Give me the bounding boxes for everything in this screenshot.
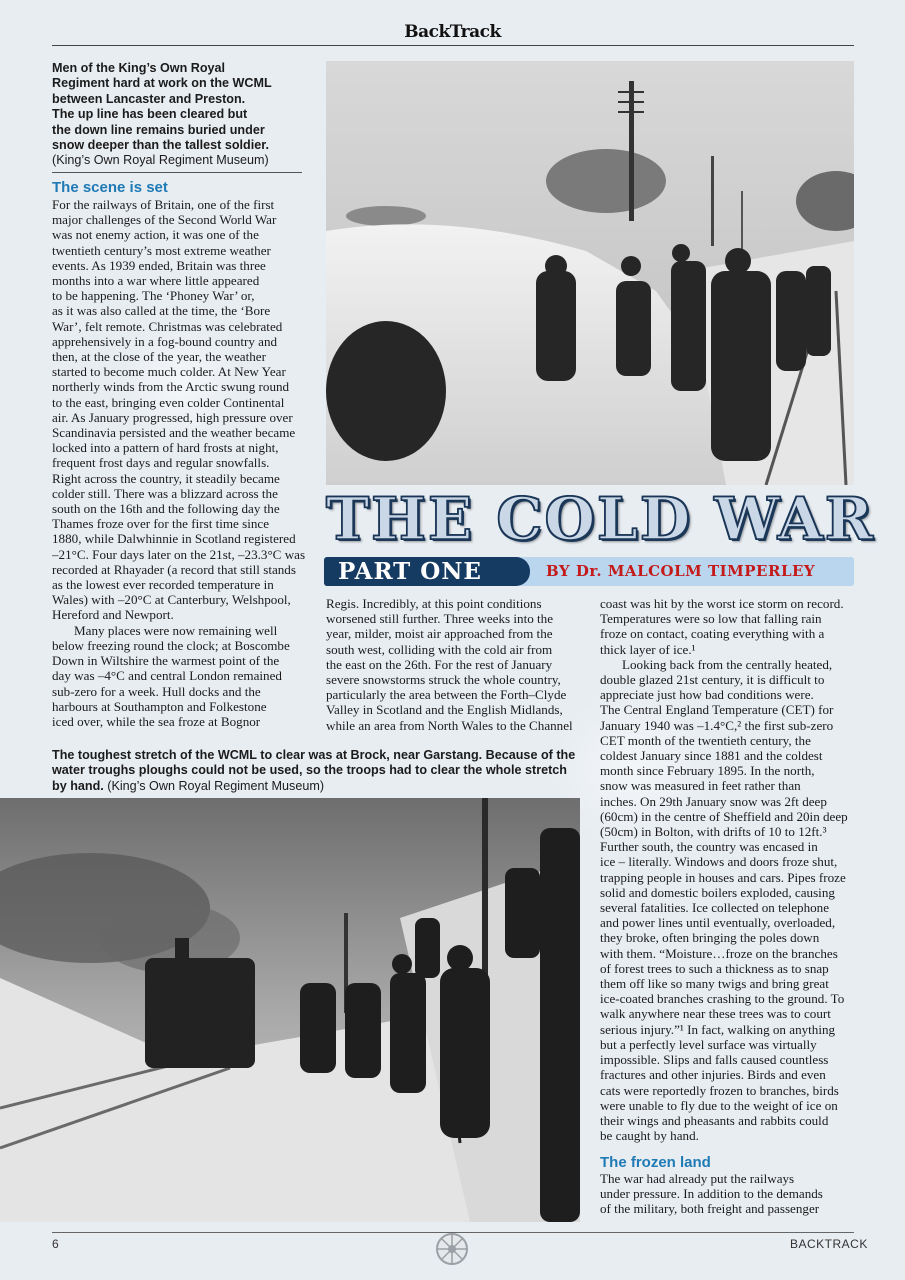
text-line: Further south, the country was encased in [600, 839, 818, 855]
text-line: below freezing round the clock; at Boscombe [52, 637, 290, 653]
caption-line: between Lancaster and Preston. [52, 91, 246, 106]
text-line: they broke, often bringing the poles down [600, 930, 820, 946]
text-line: recorded at Rhayader (a record that still stands [52, 561, 296, 577]
author-byline: BY Dr. MALCOLM TIMPERLEY [546, 562, 816, 580]
text-line: south on the 16th and the following day the [52, 501, 280, 517]
text-line: but a perfectly level surface was virtually [600, 1036, 817, 1052]
text-line: northerly winds from the Arctic swung round [52, 379, 290, 395]
text-line: trapping people in houses and cars. Pipes froze [600, 869, 846, 885]
text-line: Looking back from the centrally heated, [622, 656, 833, 672]
text-line: them off like so many twigs and bring great [600, 976, 829, 992]
caption-line: by hand. (King’s Own Royal Regiment Museum) [52, 778, 325, 793]
text-line: coast was hit by the worst ice storm on record. [600, 596, 844, 611]
text-line: then, at the close of the year, the weather [52, 349, 266, 365]
text-line: sub-zero for a week. Hull docks and the [52, 683, 261, 699]
text-line: impossible. Slips and falls caused countless [600, 1052, 829, 1068]
text-line: be caught by hand. [600, 1128, 699, 1144]
text-line: (50cm) in Bolton, with drifts of 10 to 12ft.³ [600, 824, 827, 840]
text-line: Right across the country, it steadily became [52, 470, 280, 486]
text-line: ice-coated branches crashing to the ground. To [600, 991, 845, 1007]
text-line: serious injury.”¹ In fact, walking on anything [600, 1021, 836, 1037]
text-line: Down in Wiltshire the warmest point of the [52, 653, 280, 669]
header-rule [52, 45, 854, 46]
text-line: 1880, while Dalwhinnie in Scotland registered [52, 531, 296, 547]
caption-line: The toughest stretch of the WCML to clear was at Brock, near Garstang. Because of the [52, 748, 576, 762]
text-line: particularly the area between the Forth–Clyde [326, 687, 567, 703]
text-line: January 1940 was –1.4°C,² the first sub-zero [600, 717, 834, 733]
text-line: iced over, while the sea froze at Bognor [52, 713, 261, 729]
text-line: worsened still further. Three weeks into the [326, 611, 554, 627]
text-line: Many places were now remaining well [74, 622, 278, 638]
masthead: BackTrack [404, 22, 501, 42]
section-heading-frozen-land: The frozen land [600, 1154, 711, 1172]
caption-line: the down line remains buried under [52, 122, 265, 137]
text-line: of forest trees to such a thickness as to snap [600, 960, 829, 976]
text-line: Wales) with –20°C at Canterbury, Welshpool, [52, 592, 291, 608]
text-line: months into a war where little appeared [52, 273, 260, 289]
text-line: to be happening. The ‘Phoney War’ or, [52, 288, 255, 304]
text-line: snow was measured in feet rather than [600, 778, 801, 794]
text-line: twentieth century’s most extreme weather [52, 242, 271, 258]
text-line: cats were reportedly frozen to branches, birds [600, 1082, 839, 1098]
text-line: Hereford and Newport. [52, 607, 174, 623]
text-line: –21°C. Four days later on the 21st, –23.3°C was [52, 546, 306, 562]
caption-line: Men of the King’s Own Royal [52, 61, 226, 75]
text-line: Scandinavia persisted and the weather became [52, 425, 296, 441]
caption-line: snow deeper than the tallest soldier. [52, 138, 269, 153]
text-line: War’, felt remote. Christmas was celebrated [52, 318, 283, 334]
text-line: ice – literally. Windows and doors froze shut, [600, 854, 838, 870]
top-photo-caption [52, 61, 317, 169]
text-line: coldest January since 1881 and the coldest [600, 748, 823, 764]
column-2-text [326, 596, 588, 733]
text-line: frequent frost days and regular snowfalls. [52, 455, 270, 471]
caption-line: The up line has been cleared but [52, 107, 248, 122]
text-line: were unable to fly due to the weight of ice on [600, 1097, 838, 1113]
text-line: (60cm) in the centre of Sheffield and 20in deep [600, 808, 848, 824]
text-line: Temperatures were so low that falling rain [600, 611, 822, 627]
text-line: double glazed 21st century, it is difficult to [600, 672, 825, 688]
column-3-text [600, 596, 862, 1216]
text-line: For the railways of Britain, one of the first [52, 197, 275, 212]
section-heading-scene-is-set: The scene is set [52, 179, 168, 196]
text-line: severe snowstorms struck the whole country, [326, 672, 561, 688]
caption-credit: (King’s Own Royal Regiment Museum) [52, 153, 269, 168]
text-line: events. As 1939 ended, Britain was three [52, 257, 266, 273]
text-line: started to become much colder. At New Year [52, 364, 286, 380]
caption-line: Regiment hard at work on the WCML [52, 76, 272, 91]
bottom-photo-brock-clearing [0, 798, 580, 1222]
column-1-text [52, 197, 314, 729]
text-line: south west, colliding with the cold air from [326, 641, 553, 657]
text-line: appreciate just how bad conditions were. [600, 687, 814, 703]
text-line: was not enemy action, it was one of the [52, 227, 259, 243]
text-line: month since February 1895. In the north, [600, 763, 815, 779]
text-line: their wings and pheasants and rabbits could [600, 1112, 829, 1128]
text-line: Regis. Incredibly, at this point conditions [326, 596, 542, 611]
article-title: THE COLD WAR [326, 485, 875, 553]
text-line: day was –4°C and central London remained [52, 668, 282, 684]
text-line: year, milder, moist air approached from the [326, 626, 553, 642]
footer-brand: BACKTRACK [790, 1237, 868, 1251]
text-line: The Central England Temperature (CET) for [600, 702, 834, 718]
caption-line: water troughs ploughs could not be used, so the troops had to clear the whole stretch [52, 763, 567, 778]
text-line: apprehensively in a fog-bound country and [52, 333, 278, 349]
text-line: and power lines until eventually, overloaded, [600, 915, 836, 931]
text-line: The war had already put the railways [600, 1170, 795, 1186]
text-line: froze on contact, coating everything with a [600, 626, 825, 642]
page-number: 6 [52, 1237, 59, 1251]
text-line: major challenges of the Second World War [52, 212, 277, 228]
text-line: Valley in Scotland and the English Midlands, [326, 702, 563, 718]
text-line: under pressure. In addition to the demands [600, 1185, 823, 1201]
text-line: CET month of the twentieth century, the [600, 732, 811, 748]
text-line: inches. On 29th January snow was 2ft deep [600, 793, 827, 809]
text-line: while an area from North Wales to the Channel [326, 717, 573, 733]
text-line: several fatalities. Ice collected on telephone [600, 900, 830, 916]
caption-rule [52, 172, 302, 173]
text-line: air. As January progressed, high pressure over [52, 409, 293, 425]
text-line: as the lowest ever recorded temperature in [52, 577, 274, 593]
text-line: the east on the 26th. For the rest of January [326, 656, 553, 672]
text-line: of the military, both freight and passenger [600, 1200, 820, 1216]
text-line: colder still. There was a blizzard across the [52, 485, 278, 501]
wheel-logo-icon [435, 1232, 469, 1266]
text-line: solid and domestic boilers exploded, causing [600, 884, 835, 900]
part-label: PART ONE [324, 557, 530, 586]
text-line: walk anywhere near these trees was to court [600, 1006, 831, 1022]
text-line: to the east, bringing even colder Continental [52, 394, 285, 410]
text-line: Thames froze over for the first time since [52, 516, 270, 532]
top-photo-soldiers-clearing-snow [326, 61, 854, 485]
text-line: harbours at Southampton and Folkestone [52, 698, 267, 714]
text-line: thick layer of ice.¹ [600, 641, 696, 657]
text-line: with them. “Moisture…froze on the branches [600, 945, 838, 961]
text-line: fractures and other injuries. Birds and even [600, 1067, 826, 1083]
text-line: locked into a pattern of hard frosts at night, [52, 440, 279, 456]
bottom-photo-caption [52, 748, 582, 794]
text-line: as it was also called at the time, the ‘Bore [52, 303, 271, 319]
